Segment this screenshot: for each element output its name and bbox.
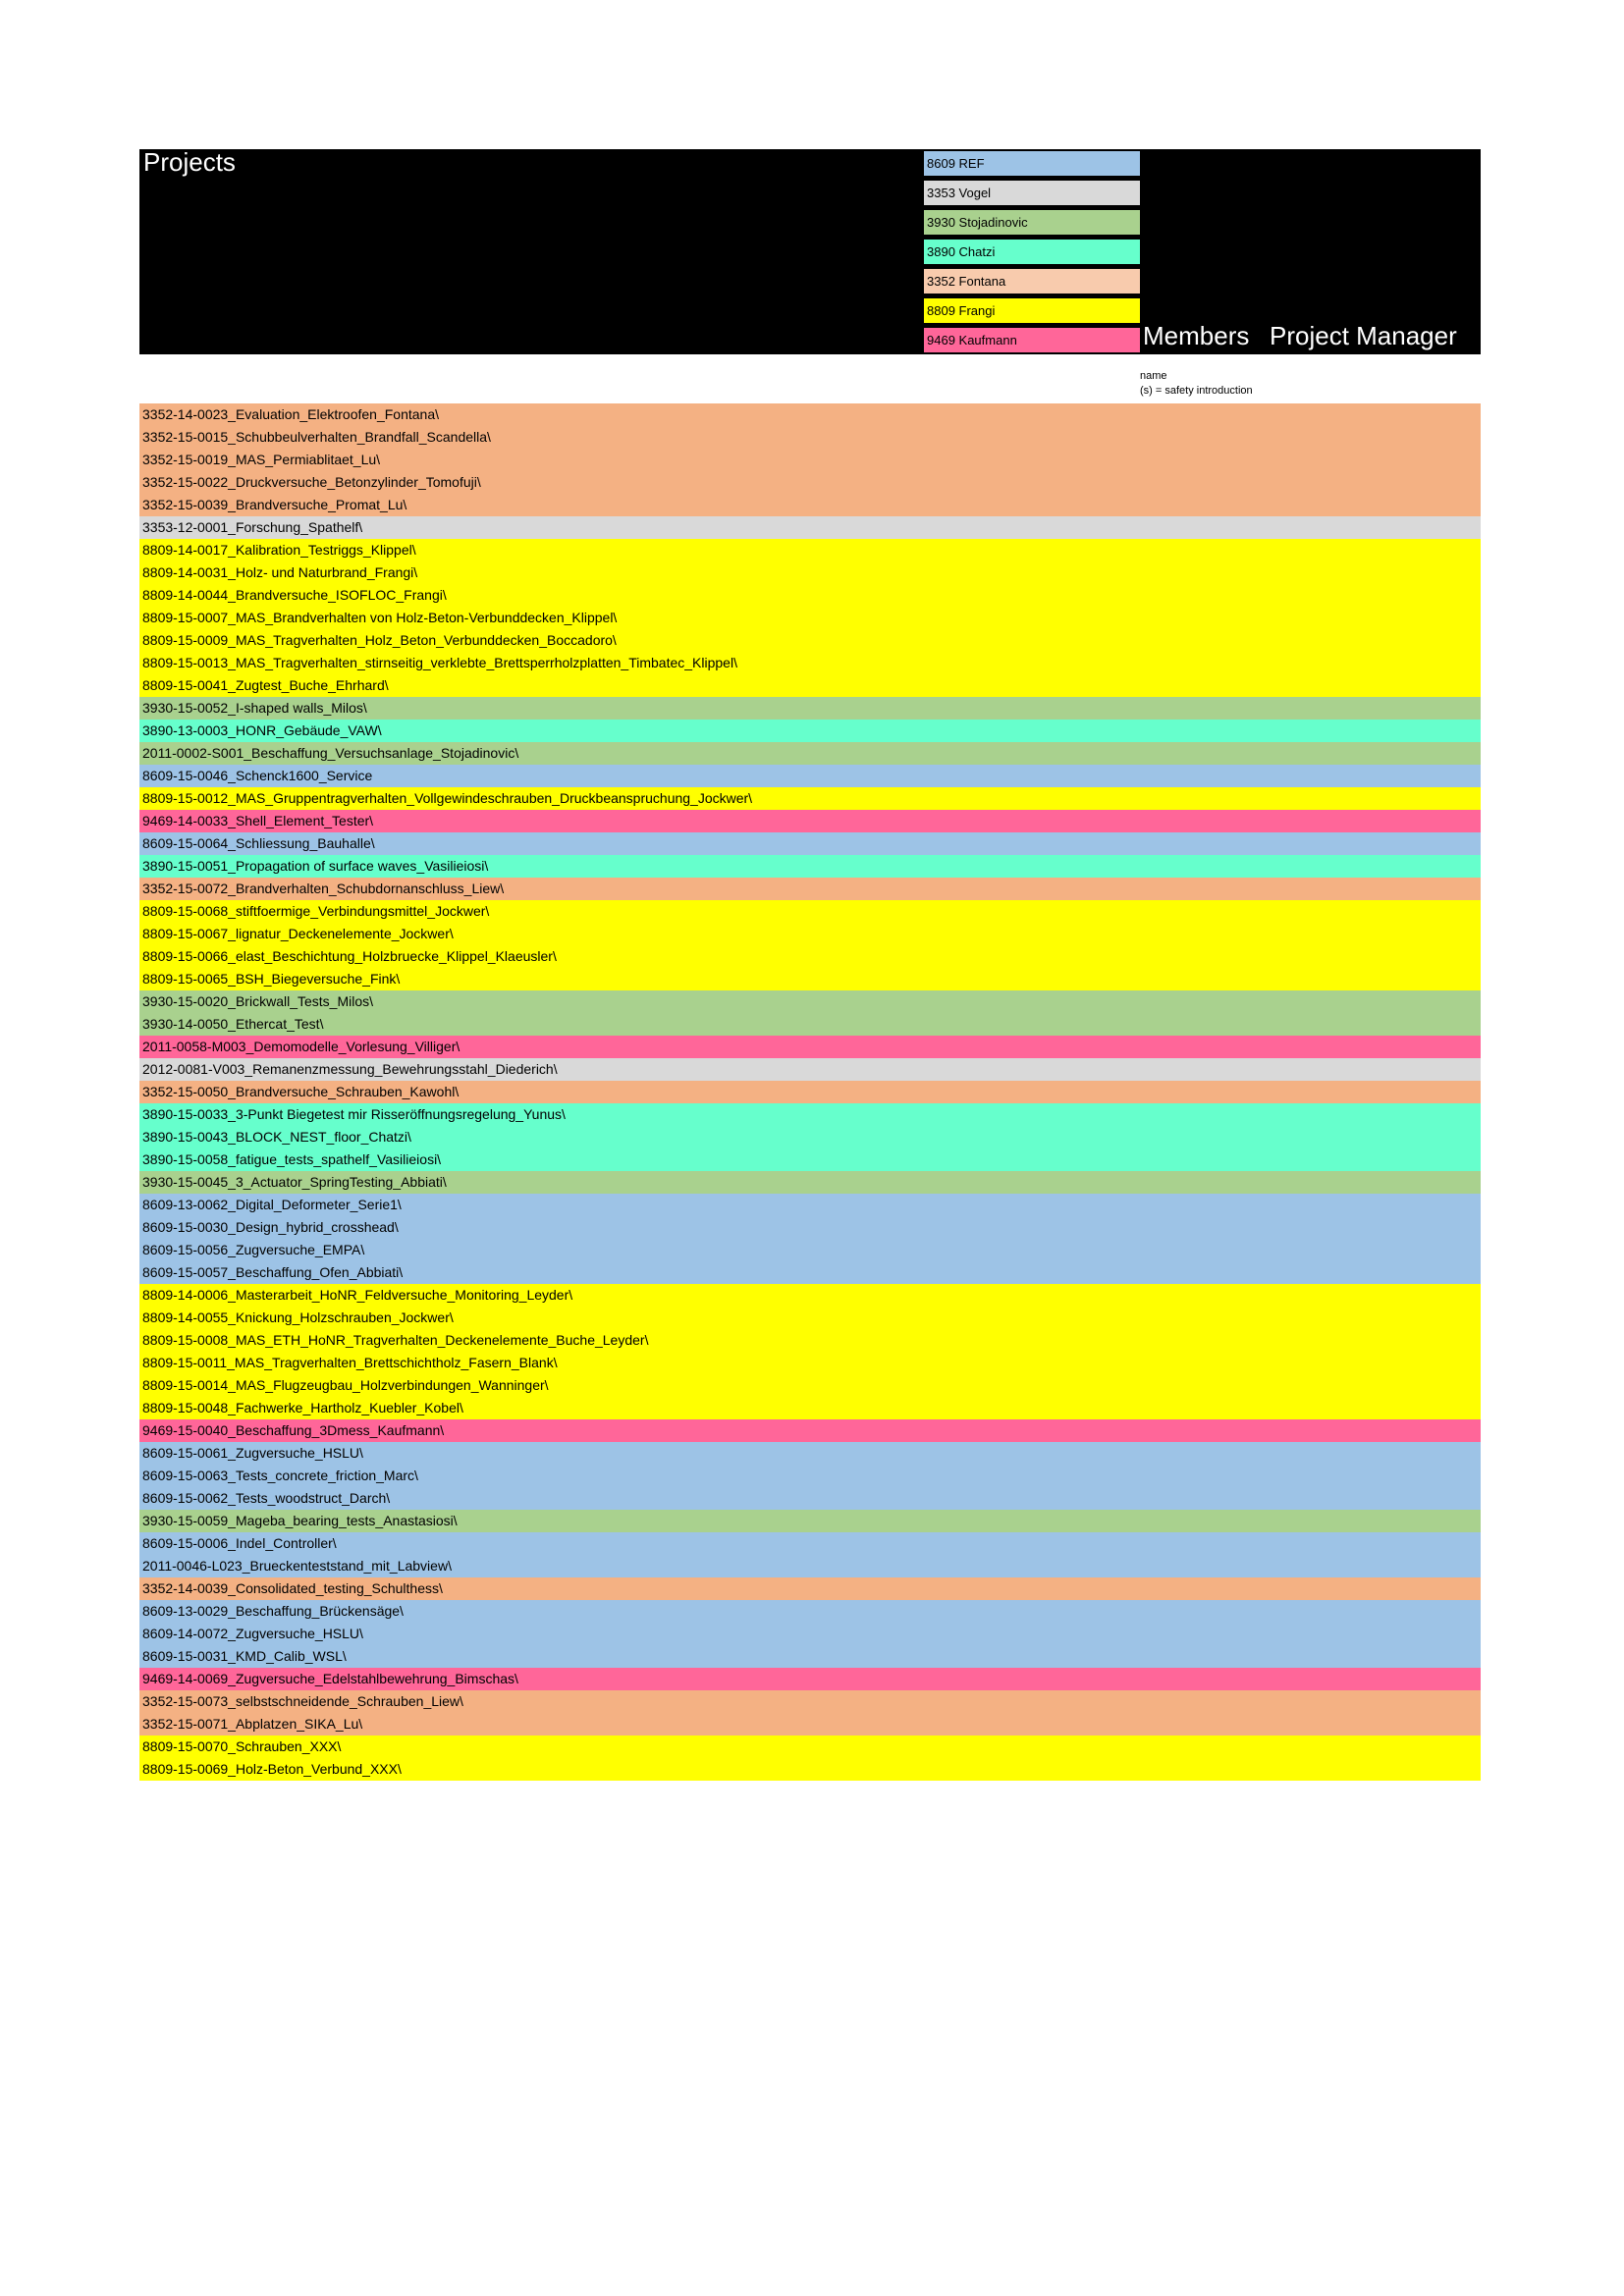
project-row: 8809-15-0068_stiftfoermige_Verbindungsmittel_Jockwer\ [139,900,1481,923]
project-row: 8809-15-0041_Zugtest_Buche_Ehrhard\ [139,674,1481,697]
project-row: 3930-14-0050_Ethercat_Test\ [139,1013,1481,1036]
project-row: 3890-13-0003_HONR_Gebäude_VAW\ [139,720,1481,742]
project-row: 3352-15-0039_Brandversuche_Promat_Lu\ [139,494,1481,516]
project-row: 3352-15-0022_Druckversuche_Betonzylinder_Tomofuji\ [139,471,1481,494]
project-row: 8809-15-0012_MAS_Gruppentragverhalten_Vollgewindeschrauben_Druckbeanspruchung_Jockwer\ [139,787,1481,810]
project-row: 8809-14-0055_Knickung_Holzschrauben_Jockwer\ [139,1307,1481,1329]
project-row: 8809-15-0009_MAS_Tragverhalten_Holz_Beton_Verbunddecken_Boccadoro\ [139,629,1481,652]
note-safety-introduction: (s) = safety introduction [1140,385,1253,397]
note-name: name [1140,370,1167,382]
project-row: 8809-14-0017_Kalibration_Testriggs_Klippel\ [139,539,1481,561]
project-row: 3352-15-0072_Brandverhalten_Schubdornanschluss_Liew\ [139,878,1481,900]
project-row: 8809-15-0007_MAS_Brandverhalten von Holz-Beton-Verbunddecken_Klippel\ [139,607,1481,629]
project-row: 9469-14-0069_Zugversuche_Edelstahlbewehrung_Bimschas\ [139,1668,1481,1690]
project-row: 8609-13-0029_Beschaffung_Brückensäge\ [139,1600,1481,1623]
project-row: 8809-14-0031_Holz- und Naturbrand_Frangi\ [139,561,1481,584]
project-row: 3352-14-0039_Consolidated_testing_Schulthess\ [139,1577,1481,1600]
project-row: 8609-14-0072_Zugversuche_HSLU\ [139,1623,1481,1645]
project-row: 8809-15-0048_Fachwerke_Hartholz_Kuebler_Kobel\ [139,1397,1481,1419]
project-row: 8609-15-0057_Beschaffung_Ofen_Abbiati\ [139,1261,1481,1284]
project-row: 8609-15-0061_Zugversuche_HSLU\ [139,1442,1481,1465]
project-row: 2012-0081-V003_Remanenzmessung_Bewehrungsstahl_Diederich\ [139,1058,1481,1081]
project-row: 3352-15-0015_Schubbeulverhalten_Brandfall_Scandella\ [139,426,1481,449]
project-row: 8809-15-0011_MAS_Tragverhalten_Brettschichtholz_Fasern_Blank\ [139,1352,1481,1374]
project-row: 8809-14-0006_Masterarbeit_HoNR_Feldversuche_Monitoring_Leyder\ [139,1284,1481,1307]
project-row: 8809-15-0066_elast_Beschichtung_Holzbruecke_Klippel_Klaeusler\ [139,945,1481,968]
legend-item: 3930 Stojadinovic [923,209,1141,236]
legend-item: 3890 Chatzi [923,239,1141,265]
project-row: 2011-0002-S001_Beschaffung_Versuchsanlage_Stojadinovic\ [139,742,1481,765]
project-row: 3930-15-0045_3_Actuator_SpringTesting_Abbiati\ [139,1171,1481,1194]
project-row: 3890-15-0051_Propagation of surface waves_Vasilieiosi\ [139,855,1481,878]
header-band [139,149,1481,354]
project-row: 8609-15-0063_Tests_concrete_friction_Marc\ [139,1465,1481,1487]
project-row: 8809-14-0044_Brandversuche_ISOFLOC_Frangi\ [139,584,1481,607]
members-column-header: Members [1143,321,1250,350]
project-row: 3352-15-0019_MAS_Permiablitaet_Lu\ [139,449,1481,471]
project-row: 8609-15-0046_Schenck1600_Service [139,765,1481,787]
legend-item: 3353 Vogel [923,180,1141,206]
project-row: 8809-15-0070_Schrauben_XXX\ [139,1735,1481,1758]
project-row: 8609-15-0031_KMD_Calib_WSL\ [139,1645,1481,1668]
legend-item: 3352 Fontana [923,268,1141,294]
project-row: 8809-15-0008_MAS_ETH_HoNR_Tragverhalten_Deckenelemente_Buche_Leyder\ [139,1329,1481,1352]
project-row: 3353-12-0001_Forschung_Spathelf\ [139,516,1481,539]
project-row: 8609-15-0056_Zugversuche_EMPA\ [139,1239,1481,1261]
project-row: 3890-15-0043_BLOCK_NEST_floor_Chatzi\ [139,1126,1481,1148]
project-row: 3352-15-0071_Abplatzen_SIKA_Lu\ [139,1713,1481,1735]
project-row: 3352-14-0023_Evaluation_Elektroofen_Fontana\ [139,403,1481,426]
project-row: 8809-15-0069_Holz-Beton_Verbund_XXX\ [139,1758,1481,1781]
color-legend [923,149,1141,356]
project-row: 3930-15-0020_Brickwall_Tests_Milos\ [139,990,1481,1013]
project-row: 8609-15-0064_Schliessung_Bauhalle\ [139,832,1481,855]
project-row: 8809-15-0067_lignatur_Deckenelemente_Jockwer\ [139,923,1481,945]
project-list [139,403,1481,1781]
legend-item: 8809 Frangi [923,297,1141,324]
project-row: 8609-15-0006_Indel_Controller\ [139,1532,1481,1555]
project-row: 2011-0046-L023_Brueckenteststand_mit_Labview\ [139,1555,1481,1577]
project-row: 3352-15-0050_Brandversuche_Schrauben_Kawohl\ [139,1081,1481,1103]
project-row: 8809-15-0014_MAS_Flugzeugbau_Holzverbindungen_Wanninger\ [139,1374,1481,1397]
project-row: 8809-15-0013_MAS_Tragverhalten_stirnseitig_verklebte_Brettsperrholzplatten_Timbatec_Klippel\ [139,652,1481,674]
project-row: 3930-15-0052_I-shaped walls_Milos\ [139,697,1481,720]
project-row: 3890-15-0033_3-Punkt Biegetest mir Risseröffnungsregelung_Yunus\ [139,1103,1481,1126]
project-row: 3352-15-0073_selbstschneidende_Schrauben_Liew\ [139,1690,1481,1713]
project-row: 8609-15-0062_Tests_woodstruct_Darch\ [139,1487,1481,1510]
project-row: 8609-13-0062_Digital_Deformeter_Serie1\ [139,1194,1481,1216]
legend-item: 9469 Kaufmann [923,327,1141,353]
project-row: 3930-15-0059_Mageba_bearing_tests_Anastasiosi\ [139,1510,1481,1532]
project-row: 3890-15-0058_fatigue_tests_spathelf_Vasilieiosi\ [139,1148,1481,1171]
project-row: 9469-14-0033_Shell_Element_Tester\ [139,810,1481,832]
project-manager-column-header: Project Manager [1270,321,1457,350]
legend-item: 8609 REF [923,150,1141,177]
project-row: 9469-15-0040_Beschaffung_3Dmess_Kaufmann\ [139,1419,1481,1442]
page-title: Projects [143,147,236,177]
project-row: 8609-15-0030_Design_hybrid_crosshead\ [139,1216,1481,1239]
project-row: 2011-0058-M003_Demomodelle_Vorlesung_Villiger\ [139,1036,1481,1058]
project-row: 8809-15-0065_BSH_Biegeversuche_Fink\ [139,968,1481,990]
